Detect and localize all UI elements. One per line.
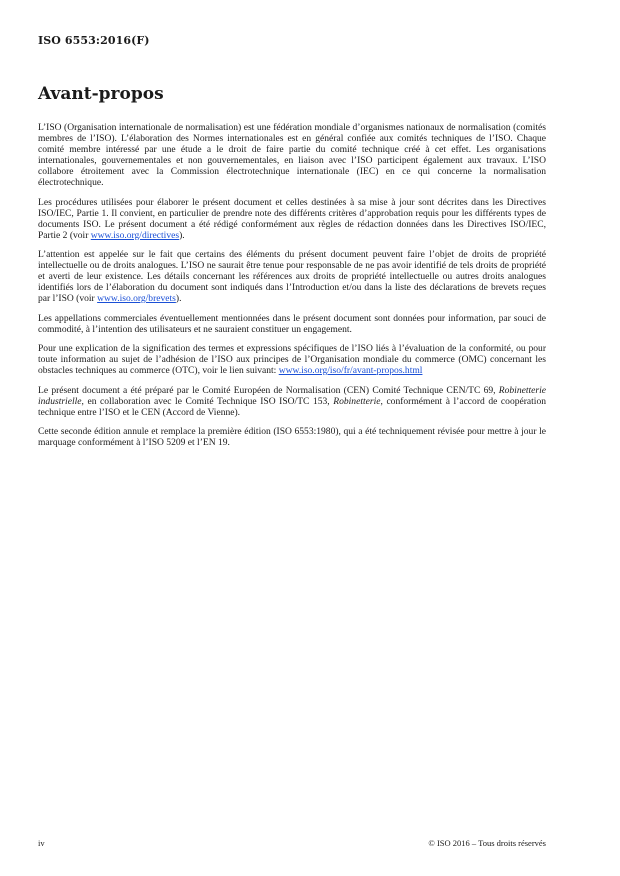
patents-link[interactable]: www.iso.org/brevets <box>97 293 176 304</box>
prepared-by-text-3: , conformément à l’accord de coopération technique entre l’ISO et le CEN (Accord de Vienne). <box>38 395 546 418</box>
paragraph-trade-names: Les appellations commerciales éventuellement mentionnées dans le présent document sont données pour information, par souci de commodité, à l’intention des utilisateurs et ne sauraient constituer un engagement. <box>38 312 546 335</box>
foreword-body <box>38 122 546 457</box>
paragraph-conformity <box>38 343 546 376</box>
document-id: ISO 6553:2016(F) <box>38 34 150 47</box>
directives-link[interactable]: www.iso.org/directives <box>90 229 180 241</box>
prepared-by-text-2: , en collaboration avec le Comité Technique ISO ISO/TC 153, <box>81 395 334 407</box>
paragraph-prepared-by <box>38 385 546 418</box>
paragraph-patents-text: L’attention est appelée sur le fait que certains des éléments du présent document peuvent faire l’objet de droits de propriété intellectuelle ou de droits analogues. L’ISO ne saurait être tenue pour responsable de ne pas avoir identifié de tels droits de propriété et averti de leur existence. Les détails concernant les références aux droits de propriété intellectuelle ou autres droits analogues identifiés lors de l’élaboration du document sont indiqués dans l’Introduction et/ou dans la liste des déclarations de brevets reçues par l’ISO (voir <box>38 249 546 304</box>
prepared-by-text-1: Le présent document a été préparé par le Comité Européen de Normalisation (CEN) Comité Technique CEN/TC 69, <box>38 384 499 396</box>
foreword-link[interactable]: www.iso.org/iso/fr/avant-propos.html <box>278 365 423 376</box>
section-title: Avant-propos <box>38 84 164 104</box>
paragraph-procedures-text: Les procédures utilisées pour élaborer le présent document et celles destinées à sa mise à jour sont décrites dans les Directives ISO/IEC, Partie 1. Il convient, en particulier de prendre note des différents critères d’approbation requis pour les différents types de documents ISO. Le présent document a été rédigé conformément aux règles de rédaction données dans les Directives ISO/IEC, Partie 2 (voir <box>38 196 546 241</box>
page-footer <box>38 838 546 848</box>
paragraph-patents <box>38 249 546 304</box>
paragraph-conformity-text: Pour une explication de la signification des termes et expressions spécifiques de l’ISO liés à l’évaluation de la conformité, ou pour toute information au sujet de l’adhésion de l’ISO aux principes de l’Organisation mondiale du commerce (OMC) concernant les obstacles techniques au commerce (OTC), voir le lien suivant: <box>38 343 546 376</box>
paragraph-edition: Cette seconde édition annule et remplace la première édition (ISO 6553:1980), qui a été techniquement révisée pour mettre à jour le marquage conformément à l’ISO 5209 et l’EN 19. <box>38 426 546 448</box>
prepared-by-committee-title-1: Robinetterie industrielle <box>38 384 546 407</box>
page-number: iv <box>38 838 45 848</box>
paragraph-procedures-end: ). <box>179 229 185 241</box>
paragraph-patents-end: ). <box>175 293 182 304</box>
prepared-by-committee-title-2: Robinetterie <box>333 395 381 407</box>
paragraph-iso-intro: L’ISO (Organisation internationale de normalisation) est une fédération mondiale d’organismes nationaux de normalisation (comités membres de l’ISO). L’élaboration des Normes internationales est en général confiée aux comités techniques de l’ISO. Chaque comité membre intéressé par une étude a le droit de faire partie du comité technique créé à cet effet. Les organisations internationales, gouvernementales et non gouvernementales, en liaison avec l’ISO participent également aux travaux. L’ISO collabore étroitement avec la Commission électrotechnique internationale (IEC) en ce qui concerne la normalisation électrotechnique. <box>38 122 546 188</box>
copyright-notice: © ISO 2016 – Tous droits réservés <box>428 838 546 848</box>
paragraph-procedures <box>38 197 546 241</box>
